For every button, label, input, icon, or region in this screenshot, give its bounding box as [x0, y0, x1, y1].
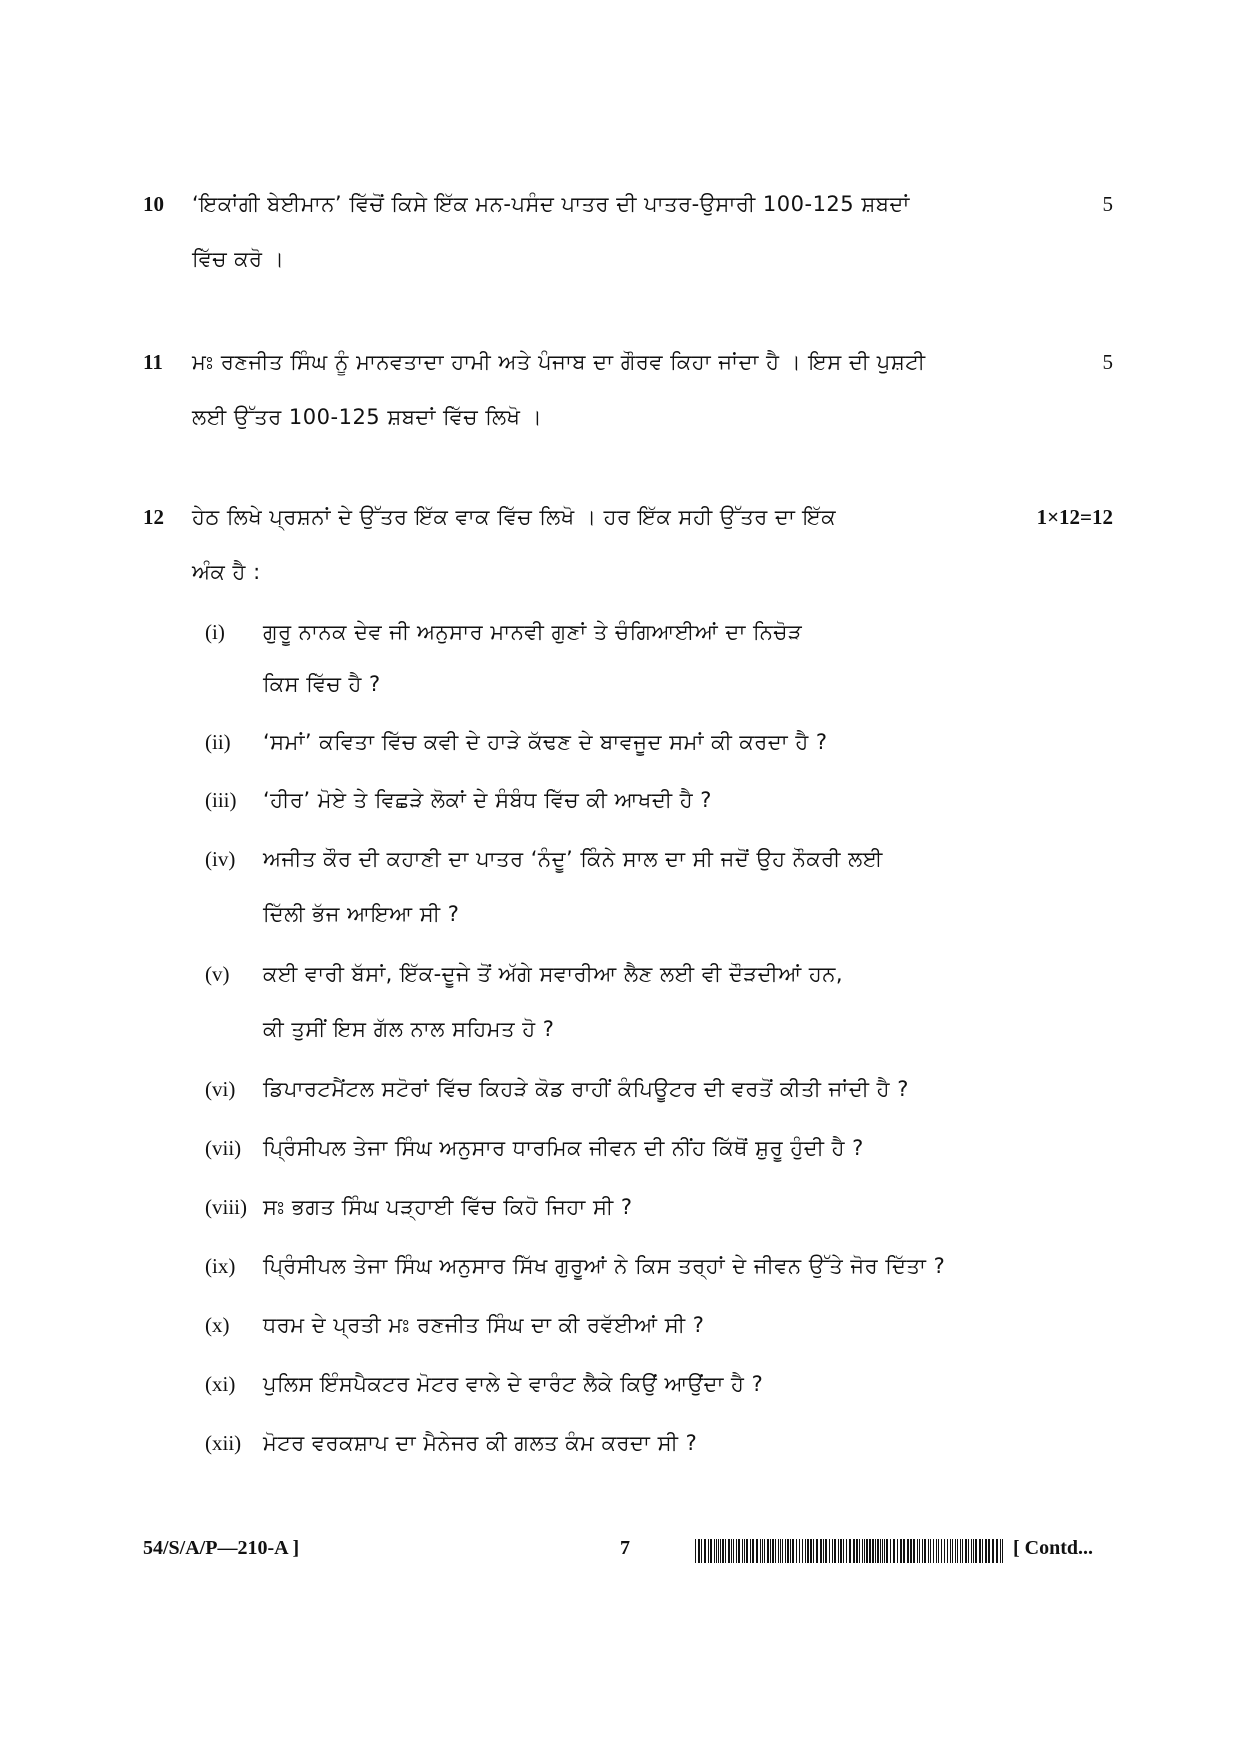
sub-question-text: ਡਿਪਾਰਟਮੈਂਟਲ ਸਟੋਰਾਂ ਵਿੱਚ ਕਿਹੜੇ ਕੋਡ ਰਾਹੀਂ ਕੰਪਿਊਟਰ ਦੀ ਵਰਤੋਂ ਕੀਤੀ ਜਾਂਦੀ ਹੈ ?	[263, 1077, 909, 1101]
sub-question-label: (xii)	[205, 1431, 242, 1455]
question-text-line: ‘ਇਕਾਂਗੀ ਬੇਈਮਾਨ’ ਵਿੱਚੋਂ ਕਿਸੇ ਇੱਕ ਮਨ-ਪਸੰਦ ਪਾਤਰ ਦੀ ਪਾਤਰ-ਉਸਾਰੀ 100-125 ਸ਼ਬਦਾਂ	[192, 192, 910, 216]
question-number: 11	[143, 350, 163, 374]
sub-question-text: ਪ੍ਰਿੰਸੀਪਲ ਤੇਜਾ ਸਿੰਘ ਅਨੁਸਾਰ ਸਿੱਖ ਗੁਰੂਆਂ ਨੇ ਕਿਸ ਤਰ੍ਹਾਂ ਦੇ ਜੀਵਨ ਉੱਤੇ ਜੋਰ ਦਿੱਤਾ ?	[263, 1254, 946, 1278]
sub-question-label: (ii)	[205, 730, 231, 754]
sub-question-text: ਕਿਸ ਵਿੱਚ ਹੈ ?	[263, 672, 381, 696]
sub-question-label: (x)	[205, 1313, 230, 1337]
sub-question-text: ਮੋਟਰ ਵਰਕਸ਼ਾਪ ਦਾ ਮੈਨੇਜਰ ਕੀ ਗਲਤ ਕੰਮ ਕਰਦਾ ਸੀ ?	[263, 1431, 698, 1455]
question-text-line: ਵਿੱਚ ਕਰੋ ।	[192, 247, 285, 271]
question-marks: 5	[1102, 350, 1113, 374]
sub-question-text: ਸਃ ਭਗਤ ਸਿੰਘ ਪੜ੍ਹਾਈ ਵਿੱਚ ਕਿਹੋ ਜਿਹਾ ਸੀ ?	[263, 1195, 633, 1219]
question-text-line: ਮਃ ਰਣਜੀਤ ਸਿੰਘ ਨੂੰ ਮਾਨਵਤਾਦਾ ਹਾਮੀ ਅਤੇ ਪੰਜਾਬ ਦਾ ਗੌਰਵ ਕਿਹਾ ਜਾਂਦਾ ਹੈ । ਇਸ ਦੀ ਪੁਸ਼ਟੀ	[192, 350, 926, 374]
sub-question-label: (iv)	[205, 847, 236, 871]
sub-question-label: (v)	[205, 962, 230, 986]
sub-question-label: (vii)	[205, 1136, 242, 1160]
question-text-line: ਅੰਕ ਹੈ :	[192, 560, 261, 584]
sub-question-text: ਪ੍ਰਿੰਸੀਪਲ ਤੇਜਾ ਸਿੰਘ ਅਨੁਸਾਰ ਧਾਰਮਿਕ ਜੀਵਨ ਦੀ ਨੀਂਹ ਕਿੱਥੋਂ ਸ਼ੁਰੂ ਹੁੰਦੀ ਹੈ ?	[263, 1136, 864, 1160]
sub-question-label: (xi)	[205, 1372, 236, 1396]
sub-question-text: ਕੀ ਤੁਸੀਂ ਇਸ ਗੱਲ ਨਾਲ ਸਹਿਮਤ ਹੋ ?	[263, 1017, 555, 1041]
barcode-icon	[695, 1539, 1005, 1563]
question-text-line: ਹੇਠ ਲਿਖੇ ਪ੍ਰਸ਼ਨਾਂ ਦੇ ਉੱਤਰ ਇੱਕ ਵਾਕ ਵਿੱਚ ਲਿਖੋ । ਹਰ ਇੱਕ ਸਹੀ ਉੱਤਰ ਦਾ ਇੱਕ	[192, 505, 837, 529]
paper-code: 54/S/A/P—210-A ]	[143, 1537, 300, 1559]
sub-question-label: (iii)	[205, 788, 237, 812]
question-marks: 1×12=12	[1036, 505, 1113, 529]
sub-question-text: ‘ਸਮਾਂ’ ਕਵਿਤਾ ਵਿੱਚ ਕਵੀ ਦੇ ਹਾੜੇ ਕੱਢਣ ਦੇ ਬਾਵਜੂਦ ਸਮਾਂ ਕੀ ਕਰਦਾ ਹੈ ?	[263, 730, 828, 754]
sub-question-label: (viii)	[205, 1195, 247, 1219]
sub-question-text: ਪੁਲਿਸ ਇੰਸਪੈਕਟਰ ਮੋਟਰ ਵਾਲੇ ਦੇ ਵਾਰੰਟ ਲੈਕੇ ਕਿਉਂ ਆਉਂਦਾ ਹੈ ?	[263, 1372, 764, 1396]
question-number: 10	[143, 192, 164, 216]
sub-question-text: ਦਿੱਲੀ ਭੱਜ ਆਇਆ ਸੀ ?	[263, 902, 460, 926]
sub-question-text: ਗੁਰੂ ਨਾਨਕ ਦੇਵ ਜੀ ਅਨੁਸਾਰ ਮਾਨਵੀ ਗੁਣਾਂ ਤੇ ਚੰਗਿਆਈਆਂ ਦਾ ਨਿਚੋੜ	[263, 620, 803, 644]
question-text-line: ਲਈ ਉੱਤਰ 100-125 ਸ਼ਬਦਾਂ ਵਿੱਚ ਲਿਖੋ ।	[192, 405, 543, 429]
sub-question-text: ਧਰਮ ਦੇ ਪ੍ਰਤੀ ਮਃ ਰਣਜੀਤ ਸਿੰਘ ਦਾ ਕੀ ਰਵੱਈਆਂ ਸੀ ?	[263, 1313, 705, 1337]
sub-question-label: (i)	[205, 620, 225, 644]
sub-question-label: (ix)	[205, 1254, 236, 1278]
sub-question-text: ‘ਹੀਰ’ ਮੋਏ ਤੇ ਵਿਛੜੇ ਲੋਕਾਂ ਦੇ ਸੰਬੰਧ ਵਿੱਚ ਕੀ ਆਖਦੀ ਹੈ ?	[263, 788, 712, 812]
page-footer	[0, 1537, 1241, 1567]
question-marks: 5	[1102, 192, 1113, 216]
question-number: 12	[143, 505, 164, 529]
continued-label: [ Contd...	[1013, 1537, 1094, 1559]
sub-question-text: ਕਈ ਵਾਰੀ ਬੱਸਾਂ, ਇੱਕ-ਦੂਜੇ ਤੋਂ ਅੱਗੇ ਸਵਾਰੀਆ ਲੈਣ ਲਈ ਵੀ ਦੌੜਦੀਆਂ ਹਨ,	[263, 962, 844, 986]
page-number: 7	[620, 1537, 630, 1559]
sub-question-label: (vi)	[205, 1077, 236, 1101]
sub-question-text: ਅਜੀਤ ਕੌਰ ਦੀ ਕਹਾਣੀ ਦਾ ਪਾਤਰ ‘ਨੰਦੂ’ ਕਿੰਨੇ ਸਾਲ ਦਾ ਸੀ ਜਦੋਂ ਉਹ ਨੌਕਰੀ ਲਈ	[263, 847, 883, 871]
